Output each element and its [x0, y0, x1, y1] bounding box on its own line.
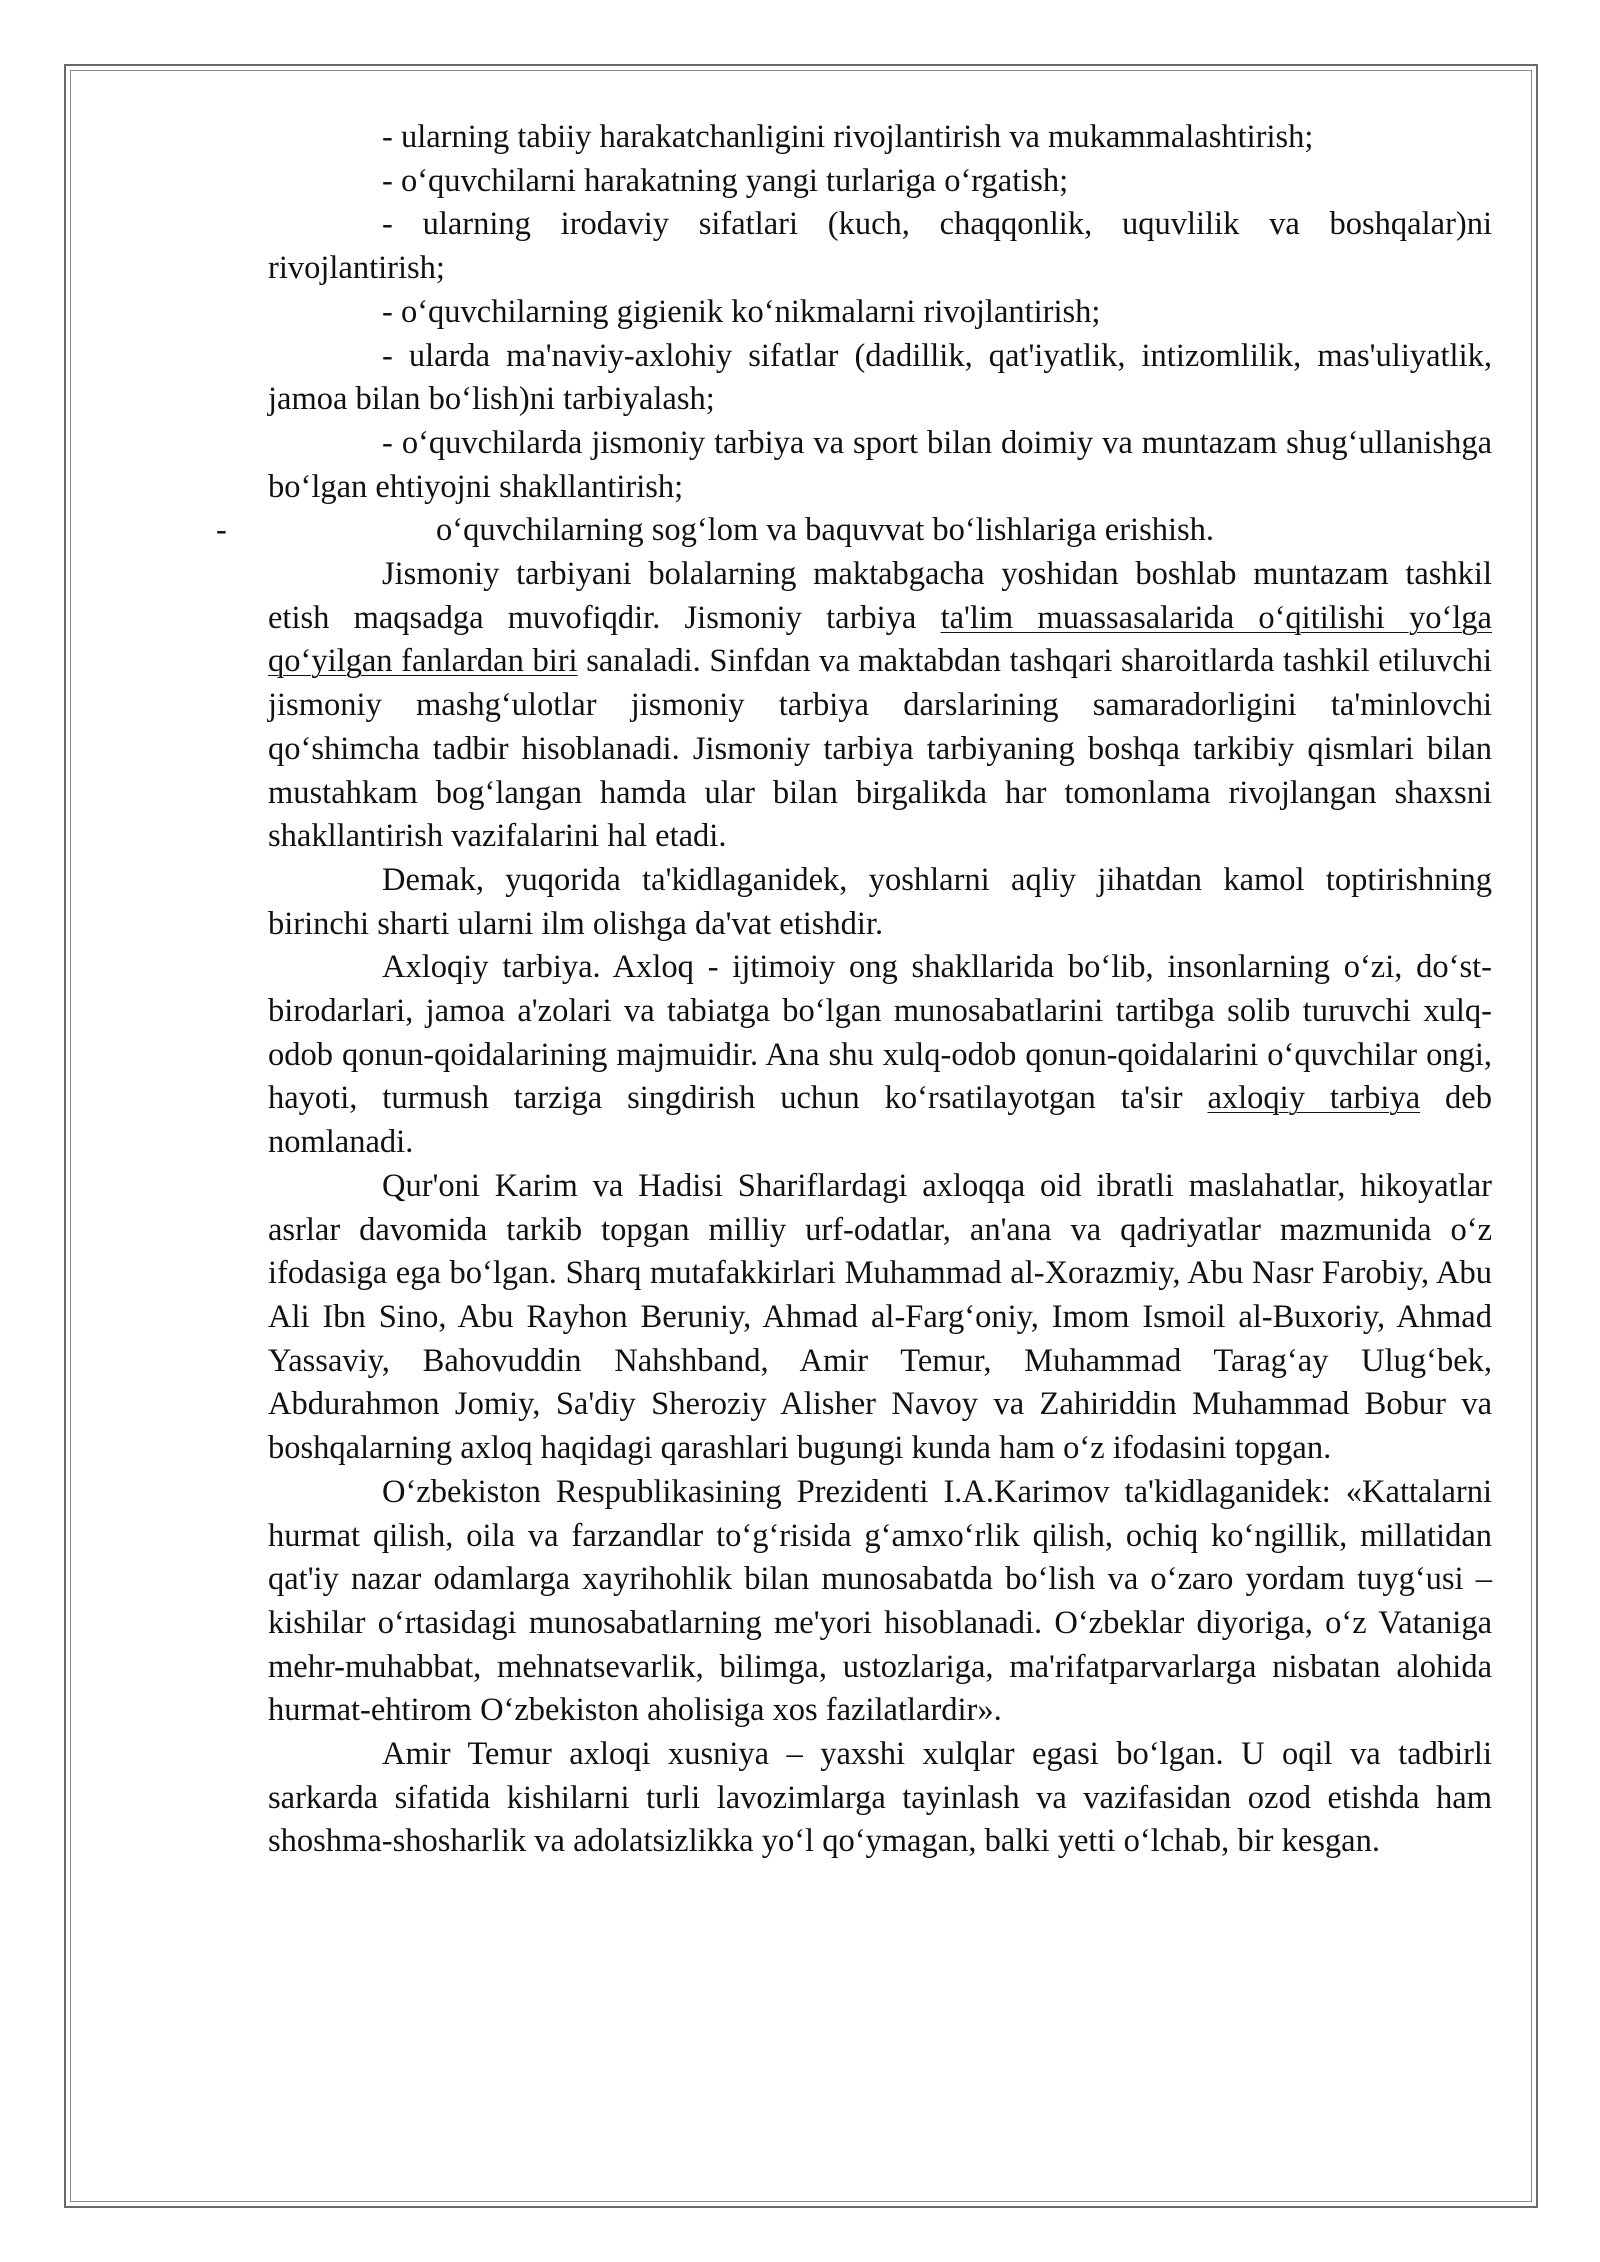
- paragraph-thinkers: Qur'oni Karim va Hadisi Shariflardagi axloqqa oid ibratli maslahatlar, hikoyatlar asrlar davomida tarkib topgan milliy urf-odatlar, an'ana va qadriyatlar mazmunida o‘z ifodasiga ega bo‘lgan. Sharq mutafakkirlari Muhammad al-Xorazmiy, Abu Nasr Farobiy, Abu Ali Ibn Sino, Abu Rayhon Beruniy, Ahmad al-Farg‘oniy, Imom Ismoil al-Buxoriy, Ahmad Yassaviy, Bahovuddin Nahshband, Amir Temur, Muhammad Tarag‘ay Ulug‘bek, Abdurahmon Jomiy, Sa'diy Sheroziy Alisher Navoy va Zahiriddin Muhammad Bobur va boshqalarning axloq haqidagi qarashlari bugungi kunda ham o‘z ifodasini topgan.: [268, 1167, 1492, 1467]
- underlined-phrase: ta'lim muassasalarida o‘qitilishi yo‘lga qo‘yilgan fanlardan biri: [268, 599, 1492, 680]
- document-page: [216, 116, 1493, 1864]
- paragraph-amir-temur: Amir Temur axloqi xusniya – yaxshi xulqlar egasi bo‘lgan. U oqil va tadbirli sarkarda sifatida kishilarni turli lavozimlarga tayinlash va vazifasidan ozod etishda ham shoshma-shosharlik va adolatsizlikka yo‘l qo‘ymagan, balki yetti o‘lchab, bir kesgan.: [268, 1736, 1492, 1860]
- paragraph-conclusion: Demak, yuqorida ta'kidlaganidek, yoshlarni aqliy jihatdan kamol toptirishning birinchi sharti ularni ilm olishga da'vat etishdir.: [268, 861, 1492, 942]
- bullet-item: - ularda ma'naviy-axlohiy sifatlar (dadillik, qat'iyatlik, intizomlilik, mas'uliyatlik, jamoa bilan bo‘lish)ni tarbiyalash;: [268, 337, 1492, 418]
- paragraph-moral-education: [268, 946, 1492, 1165]
- bullet-text: o‘quvchilarning sog‘lom va baquvvat bo‘lishlariga erishish.: [436, 512, 1215, 549]
- bullet-item: - ularning tabiiy harakatchanligini rivojlantirish va mukammalashtirish;: [382, 119, 1314, 155]
- paragraph-quote: O‘zbekiston Respublikasining Prezidenti I.A.Karimov ta'kidlaganidek: «Kattalarni hurmat qilish, oila va farzandlar to‘g‘risida g‘amxo‘rlik qilish, ochiq ko‘ngillik, millatidan qat'iy nazar odamlarga xayrihohlik bilan munosabatda bo‘lish va o‘zaro yordam tuyg‘usi – kishilar o‘rtasidagi munosabatlarning me'yori hisoblanadi. O‘zbeklar diyoriga, o‘z Vataniga mehr-muhabbat, mehnatsevarlik, bilimga, ustozlariga, ma'rifatparvarlarga nisbatan alohida hurmat-ehtirom O‘zbekiston aholisiga xos fazilatlardir».: [268, 1473, 1492, 1729]
- bullet-item: - o‘quvchilarni harakatning yangi turlariga o‘rgatish;: [382, 162, 1069, 199]
- bullet-item-last: [216, 509, 1492, 553]
- paragraph-text: deb nomlanadi.: [268, 1080, 1492, 1161]
- bullet-dash: -: [216, 512, 227, 549]
- paragraph-text: Axloqiy tarbiya. Axloq - ijtimoiy ong shakllarida bo‘lib, insonlarning o‘zi, do‘st-birodarlari, jamoa a'zolari va tabiatga bo‘lgan munosabatlarini tartibga solib turuvchi xulq-odob qonun-qoidalarining majmuidir. Ana shu xulq-odob qonun-qoidalarini o‘quvchilar ongi, hayoti, turmush tarziga singdirish uchun ko‘rsatilayotgan ta'sir: [268, 949, 1492, 1117]
- paragraph-text: Jismoniy tarbiyani bolalarning maktabgacha yoshidan boshlab muntazam tashkil etish maqsadga muvofiqdir. Jismoniy tarbiya: [268, 556, 1492, 636]
- bullet-item: - o‘quvchilarda jismoniy tarbiya va sport bilan doimiy va muntazam shug‘ullanishga bo‘lgan ehtiyojni shakllantirish;: [268, 424, 1492, 505]
- underlined-phrase: axloqiy tarbiya: [1207, 1080, 1421, 1117]
- paragraph-physical-education: [268, 553, 1492, 859]
- bullet-item: - o‘quvchilarning gigienik ko‘nikmalarni rivojlantirish;: [382, 293, 1101, 330]
- bullet-item: - ularning irodaviy sifatlari (kuch, chaqqonlik, uquvlilik va boshqalar)ni rivojlantirish;: [268, 206, 1492, 287]
- paragraph-text: sanaladi. Sinfdan va maktabdan tashqari sharoitlarda tashkil etiluvchi jismoniy mashg‘ulotlar jismoniy tarbiya darslarining samaradorligini ta'minlovchi qo‘shimcha tadbir hisoblanadi. Jismoniy tarbiya tarbiyaning boshqa tarkibiy qismlari bilan mustahkam bog‘langan hamda ular bilan birgalikda har tomonlama rivojlangan shaxsni shakllantirish vazifalarini hal etadi.: [268, 643, 1493, 855]
